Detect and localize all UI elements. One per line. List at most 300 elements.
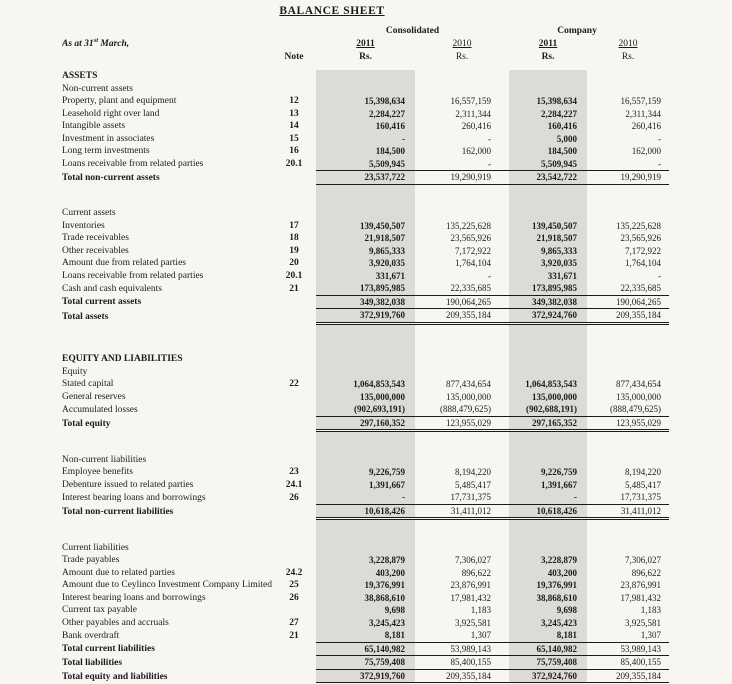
row-label: Property, plant and equipment (62, 96, 177, 106)
row-label: Trade payables (62, 555, 120, 565)
value-cell (587, 70, 669, 83)
value-cell (415, 207, 509, 220)
note-cell (272, 416, 316, 431)
table-row-other-receivables (62, 245, 669, 258)
value-cell (587, 323, 669, 353)
value-cell: 17,981,432 (450, 592, 492, 603)
row-label: Current liabilities (62, 542, 129, 553)
table-row-amount-due-to-ceylinco-investment-company-limited (62, 579, 669, 592)
note-cell (272, 323, 316, 353)
row-label: Interest bearing loans and borrowings (62, 592, 206, 603)
row-label: Total current liabilities (62, 644, 155, 654)
note-cell (272, 309, 316, 324)
row-label: Total equity and liabilities (62, 672, 168, 682)
value-cell: 135,000,000 (446, 391, 492, 402)
table-row-long-term-investments (62, 145, 669, 158)
note-cell (272, 554, 316, 567)
table-row-equity-and-liabilities (62, 353, 669, 366)
value-cell: - (488, 158, 492, 169)
table-row-intangible-assets (62, 120, 669, 133)
note-cell (272, 403, 316, 416)
value-cell: 331,671 (509, 270, 587, 283)
value-cell: 21,918,507 (316, 232, 415, 245)
table-row-total-current-liabilities (62, 642, 669, 656)
value-cell (415, 83, 509, 96)
value-cell: 372,924,760 (509, 309, 587, 324)
value-cell (316, 542, 415, 555)
value-cell: 16,557,159 (450, 96, 492, 106)
value-cell: (888,479,625) (610, 404, 662, 414)
value-cell: 5,485,417 (455, 479, 492, 490)
note-cell (272, 604, 316, 617)
value-cell: 403,200 (316, 567, 415, 580)
value-cell: 135,000,000 (316, 391, 415, 404)
value-cell: 896,622 (631, 567, 662, 578)
value-cell: 2,311,344 (625, 108, 662, 119)
year-header-row (62, 38, 669, 51)
note-cell: 23 (289, 467, 299, 477)
table-row-loans-receivable-from-related-parties (62, 270, 669, 283)
value-cell: 5,485,417 (625, 479, 662, 490)
value-cell: 75,759,408 (316, 656, 415, 670)
note-cell: 22 (289, 379, 299, 389)
row-label: Total assets (62, 311, 109, 322)
row-label: ASSETS (62, 71, 98, 81)
spacer-row (62, 184, 669, 207)
value-cell: 23,876,991 (450, 580, 492, 590)
note-cell (272, 656, 316, 670)
row-label: Current tax payable (62, 605, 137, 615)
note-cell (272, 669, 316, 684)
empty-cell (62, 25, 272, 38)
table-row-leasehold-right-over-land (62, 108, 669, 121)
value-cell: 7,172,922 (625, 245, 662, 256)
note-cell: 18 (289, 233, 299, 243)
value-cell (415, 454, 509, 467)
value-cell (587, 83, 669, 96)
value-cell: 10,618,426 (509, 504, 587, 519)
as-at-prefix: As at 31 (62, 39, 94, 49)
value-cell: 1,183 (470, 605, 492, 615)
value-cell: 3,228,879 (509, 554, 587, 567)
value-cell: 19,376,991 (509, 579, 587, 592)
value-cell (415, 519, 509, 542)
value-cell: 1,391,667 (509, 479, 587, 492)
value-cell: 1,307 (470, 630, 492, 640)
note-cell (272, 171, 316, 185)
note-cell (272, 295, 316, 309)
value-cell: 877,434,654 (616, 379, 662, 389)
as-at-suffix: March, (98, 39, 130, 49)
value-cell: 31,411,012 (415, 504, 509, 519)
value-cell: 31,411,012 (587, 504, 669, 519)
table-row-current-tax-payable (62, 604, 669, 617)
value-cell: 896,622 (461, 567, 492, 578)
value-cell (415, 353, 509, 366)
year-company-2011: 2011 (538, 39, 558, 49)
value-cell (587, 519, 669, 542)
value-cell: 209,355,184 (415, 669, 509, 684)
value-cell: 372,919,760 (316, 309, 415, 324)
value-cell (509, 207, 587, 220)
row-label: Total non-current liabilities (62, 507, 174, 517)
value-cell: 877,434,654 (446, 379, 492, 389)
note-cell: 26 (289, 592, 299, 603)
empty-cell (272, 38, 316, 51)
value-cell (587, 184, 669, 207)
value-cell: 19,376,991 (316, 579, 415, 592)
row-label: General reserves (62, 391, 126, 402)
value-cell: 38,868,610 (316, 592, 415, 605)
value-cell: 3,245,423 (316, 617, 415, 630)
table-row-amount-due-from-related-parties (62, 257, 669, 270)
table-row-interest-bearing-loans-and-borrowings (62, 592, 669, 605)
value-cell: - (658, 270, 662, 281)
table-row-trade-receivables (62, 232, 669, 245)
value-cell: 139,450,507 (509, 220, 587, 233)
value-cell: 53,989,143 (415, 642, 509, 656)
value-cell (509, 353, 587, 366)
table-row-other-payables-and-accruals (62, 617, 669, 630)
table-row-non-current-assets (62, 83, 669, 96)
table-row-amount-due-to-related-parties (62, 567, 669, 580)
value-cell (509, 184, 587, 207)
note-cell: 27 (289, 617, 299, 628)
table-row-investment-in-associates (62, 133, 669, 146)
value-cell: - (509, 491, 587, 504)
note-cell (272, 70, 316, 83)
row-label (62, 519, 272, 542)
value-cell: 23,565,926 (620, 233, 662, 243)
value-cell (509, 366, 587, 379)
value-cell: 3,925,581 (455, 617, 492, 628)
value-cell: 9,698 (509, 604, 587, 617)
value-cell: 3,228,879 (316, 554, 415, 567)
note-column-header: Note (284, 52, 304, 62)
table-row-bank-overdraft (62, 629, 669, 642)
note-cell: 24.1 (285, 479, 303, 490)
value-cell: 160,416 (316, 120, 415, 133)
column-group-row (62, 25, 669, 38)
note-cell (272, 207, 316, 220)
value-cell: 3,925,581 (625, 617, 662, 628)
value-cell: 17,981,432 (620, 592, 662, 603)
value-cell: 260,416 (461, 121, 492, 131)
table-row-property-plant-and-equipment (62, 95, 669, 108)
value-cell: 190,064,265 (415, 295, 509, 309)
year-company-2010: 2010 (618, 39, 638, 49)
table-row-total-non-current-liabilities (62, 504, 669, 519)
row-label: Loans receivable from related parties (62, 159, 204, 169)
currency-label: Rs. (621, 52, 635, 62)
value-cell (509, 83, 587, 96)
note-cell: 12 (289, 96, 299, 106)
value-cell (587, 366, 669, 379)
value-cell: 3,920,035 (316, 257, 415, 270)
table-row-inventories (62, 220, 669, 233)
value-cell: 209,355,184 (415, 309, 509, 324)
value-cell (316, 366, 415, 379)
table-row-total-non-current-assets (62, 171, 669, 185)
value-cell: 135,000,000 (616, 391, 662, 402)
row-label: Non-current liabilities (62, 454, 147, 465)
value-cell: 162,000 (631, 146, 662, 156)
page-title: BALANCE SHEET (279, 5, 385, 17)
value-cell: 2,284,227 (509, 108, 587, 121)
value-cell: 173,895,985 (316, 282, 415, 295)
table-row-total-equity-and-liabilities (62, 669, 669, 684)
value-cell (316, 70, 415, 83)
value-cell: 3,245,423 (509, 617, 587, 630)
row-label: Non-current assets (62, 83, 133, 94)
value-cell (587, 454, 669, 467)
row-label: Loans receivable from related parties (62, 270, 204, 281)
note-cell: 21 (289, 630, 299, 641)
note-cell: 25 (289, 580, 299, 590)
table-row-total-current-assets (62, 295, 669, 309)
row-label: Bank overdraft (62, 630, 120, 641)
value-cell: 5,509,945 (509, 158, 587, 171)
note-cell (272, 353, 316, 366)
row-label: Total liabilities (62, 657, 123, 668)
row-label: Trade receivables (62, 233, 129, 243)
note-cell (272, 504, 316, 519)
value-cell (509, 70, 587, 83)
value-cell: 23,537,722 (316, 171, 415, 185)
currency-label: Rs. (541, 52, 555, 62)
note-cell (272, 542, 316, 555)
value-cell: - (488, 270, 492, 281)
note-cell: 24.2 (285, 567, 303, 578)
value-cell: - (658, 133, 662, 144)
note-cell: 14 (289, 121, 299, 131)
note-cell: 20.1 (285, 270, 303, 281)
value-cell: 85,400,155 (415, 656, 509, 670)
value-cell: 15,398,634 (316, 95, 415, 108)
value-cell (587, 431, 669, 454)
table-row-assets (62, 70, 669, 83)
value-cell: 10,618,426 (316, 504, 415, 519)
row-label: Debenture issued to related parties (62, 479, 194, 490)
empty-cell (272, 25, 316, 38)
value-cell (316, 431, 415, 454)
note-cell (272, 431, 316, 454)
value-cell (316, 207, 415, 220)
value-cell: 8,181 (509, 629, 587, 642)
value-cell: 260,416 (631, 121, 662, 131)
note-cell (272, 366, 316, 379)
value-cell: 17,731,375 (450, 492, 492, 502)
value-cell (509, 454, 587, 467)
row-label: Amount due from related parties (62, 258, 186, 268)
row-label: Total equity (62, 419, 111, 429)
value-cell: (902,693,191) (316, 403, 415, 416)
value-cell: 9,865,333 (316, 245, 415, 258)
value-cell (415, 70, 509, 83)
table-row-employee-benefits (62, 466, 669, 479)
value-cell (415, 184, 509, 207)
note-cell (272, 454, 316, 467)
value-cell: 162,000 (461, 146, 492, 156)
row-label: Investment in associates (62, 133, 155, 144)
row-label: Stated capital (62, 379, 114, 389)
value-cell: 19,290,919 (415, 171, 509, 185)
value-cell: 184,500 (316, 145, 415, 158)
value-cell: 349,382,038 (509, 295, 587, 309)
value-cell: 7,172,922 (455, 245, 492, 256)
table-row-debenture-issued-to-related-parties (62, 479, 669, 492)
value-cell: 184,500 (509, 145, 587, 158)
value-cell: - (316, 491, 415, 504)
row-label: Current assets (62, 208, 116, 218)
table-row-interest-bearing-loans-and-borrowings (62, 491, 669, 504)
value-cell: 372,919,760 (316, 669, 415, 684)
value-cell (509, 542, 587, 555)
value-cell: 1,764,104 (455, 258, 492, 268)
value-cell (415, 542, 509, 555)
table-row-equity (62, 366, 669, 379)
table-row-stated-capital (62, 378, 669, 391)
table-row-total-liabilities (62, 656, 669, 670)
note-cell: 19 (289, 245, 299, 256)
value-cell: 8,181 (316, 629, 415, 642)
value-cell: 297,160,352 (316, 416, 415, 431)
value-cell: 85,400,155 (587, 656, 669, 670)
value-cell: 1,183 (640, 605, 662, 615)
row-label: EQUITY AND LIABILITIES (62, 354, 183, 364)
value-cell: 8,194,220 (625, 467, 662, 477)
value-cell: 123,955,029 (415, 416, 509, 431)
value-cell: 9,865,333 (509, 245, 587, 258)
table-row-trade-payables (62, 554, 669, 567)
value-cell: 21,918,507 (509, 232, 587, 245)
table-row-general-reserves (62, 391, 669, 404)
value-cell: 1,064,853,543 (509, 378, 587, 391)
value-cell: 349,382,038 (316, 295, 415, 309)
note-cell (272, 519, 316, 542)
value-cell: 16,557,159 (620, 96, 662, 106)
value-cell (415, 431, 509, 454)
value-cell: 139,450,507 (316, 220, 415, 233)
group-consolidated-label: Consolidated (385, 26, 440, 36)
value-cell (509, 323, 587, 353)
value-cell: 53,989,143 (587, 642, 669, 656)
table-row-total-equity (62, 416, 669, 431)
value-cell (587, 353, 669, 366)
spacer-row (62, 431, 669, 454)
value-cell (316, 323, 415, 353)
value-cell: 403,200 (509, 567, 587, 580)
value-cell: 209,355,184 (587, 309, 669, 324)
value-cell (316, 184, 415, 207)
value-cell: - (488, 133, 492, 144)
table-header (62, 25, 669, 70)
value-cell: 65,140,982 (316, 642, 415, 656)
row-label: Other receivables (62, 245, 129, 256)
spacer-row (62, 519, 669, 542)
value-cell (587, 542, 669, 555)
row-label: Leasehold right over land (62, 108, 160, 119)
group-company-label: Company (557, 26, 597, 36)
value-cell: 1,764,104 (625, 258, 662, 268)
value-cell: 23,876,991 (620, 580, 662, 590)
row-label (62, 323, 272, 353)
value-cell: 297,165,352 (509, 416, 587, 431)
value-cell: - (658, 158, 662, 169)
value-cell: 65,140,982 (509, 642, 587, 656)
value-cell (316, 519, 415, 542)
as-at-ordinal: st (93, 38, 99, 44)
note-cell: 13 (289, 108, 299, 119)
note-cell: 26 (289, 492, 299, 503)
value-cell (316, 454, 415, 467)
note-cell (272, 83, 316, 96)
year-consolidated-2011: 2011 (356, 39, 375, 49)
value-cell: 123,955,029 (587, 416, 669, 431)
balance-sheet-table (62, 25, 669, 684)
empty-cell (62, 51, 272, 70)
value-cell: 3,920,035 (509, 257, 587, 270)
row-label: Inventories (62, 220, 105, 231)
row-label: Intangible assets (62, 121, 126, 131)
row-label: Total non-current assets (62, 172, 160, 183)
value-cell: 5,000 (509, 133, 587, 146)
note-cell: 15 (289, 133, 299, 144)
note-cell: 17 (289, 220, 299, 231)
value-cell: 23,565,926 (450, 233, 492, 243)
value-cell (415, 366, 509, 379)
as-at-date-label (62, 38, 272, 51)
note-cell (272, 642, 316, 656)
value-cell (509, 519, 587, 542)
row-label: Employee benefits (62, 467, 133, 477)
note-cell: 20 (289, 258, 299, 268)
table-row-loans-receivable-from-related-parties (62, 158, 669, 171)
value-cell (587, 207, 669, 220)
value-cell: 5,509,945 (316, 158, 415, 171)
value-cell (316, 353, 415, 366)
row-label: Long term investments (62, 146, 150, 156)
value-cell: 173,895,985 (509, 282, 587, 295)
table-row-cash-and-cash-equivalents (62, 282, 669, 295)
note-cell: 21 (289, 283, 299, 294)
value-cell: 160,416 (509, 120, 587, 133)
row-label: Equity (62, 366, 88, 377)
value-cell: 17,731,375 (620, 492, 662, 502)
value-cell: 38,868,610 (509, 592, 587, 605)
value-cell: 135,225,628 (446, 220, 492, 231)
row-label: Total current assets (62, 297, 142, 307)
year-consolidated-2010: 2010 (452, 39, 472, 49)
row-label: Interest bearing loans and borrowings (62, 492, 206, 503)
value-cell: 22,335,685 (620, 283, 662, 293)
currency-label: Rs. (455, 52, 469, 62)
value-cell: 9,226,759 (509, 466, 587, 479)
note-cell: 16 (289, 146, 299, 156)
note-cell (272, 184, 316, 207)
value-cell: 135,000,000 (509, 391, 587, 404)
row-label: Amount due to Ceylinco Investment Company Limited (62, 580, 273, 590)
spacer-row (62, 323, 669, 353)
value-cell: (902,688,191) (509, 403, 587, 416)
value-cell: 7,306,027 (625, 555, 662, 565)
table-row-current-liabilities (62, 542, 669, 555)
value-cell: (888,479,625) (440, 404, 492, 414)
row-label (62, 431, 272, 454)
table-row-accumulated-losses (62, 403, 669, 416)
value-cell: 19,290,919 (587, 171, 669, 185)
value-cell: 372,924,760 (509, 669, 587, 684)
